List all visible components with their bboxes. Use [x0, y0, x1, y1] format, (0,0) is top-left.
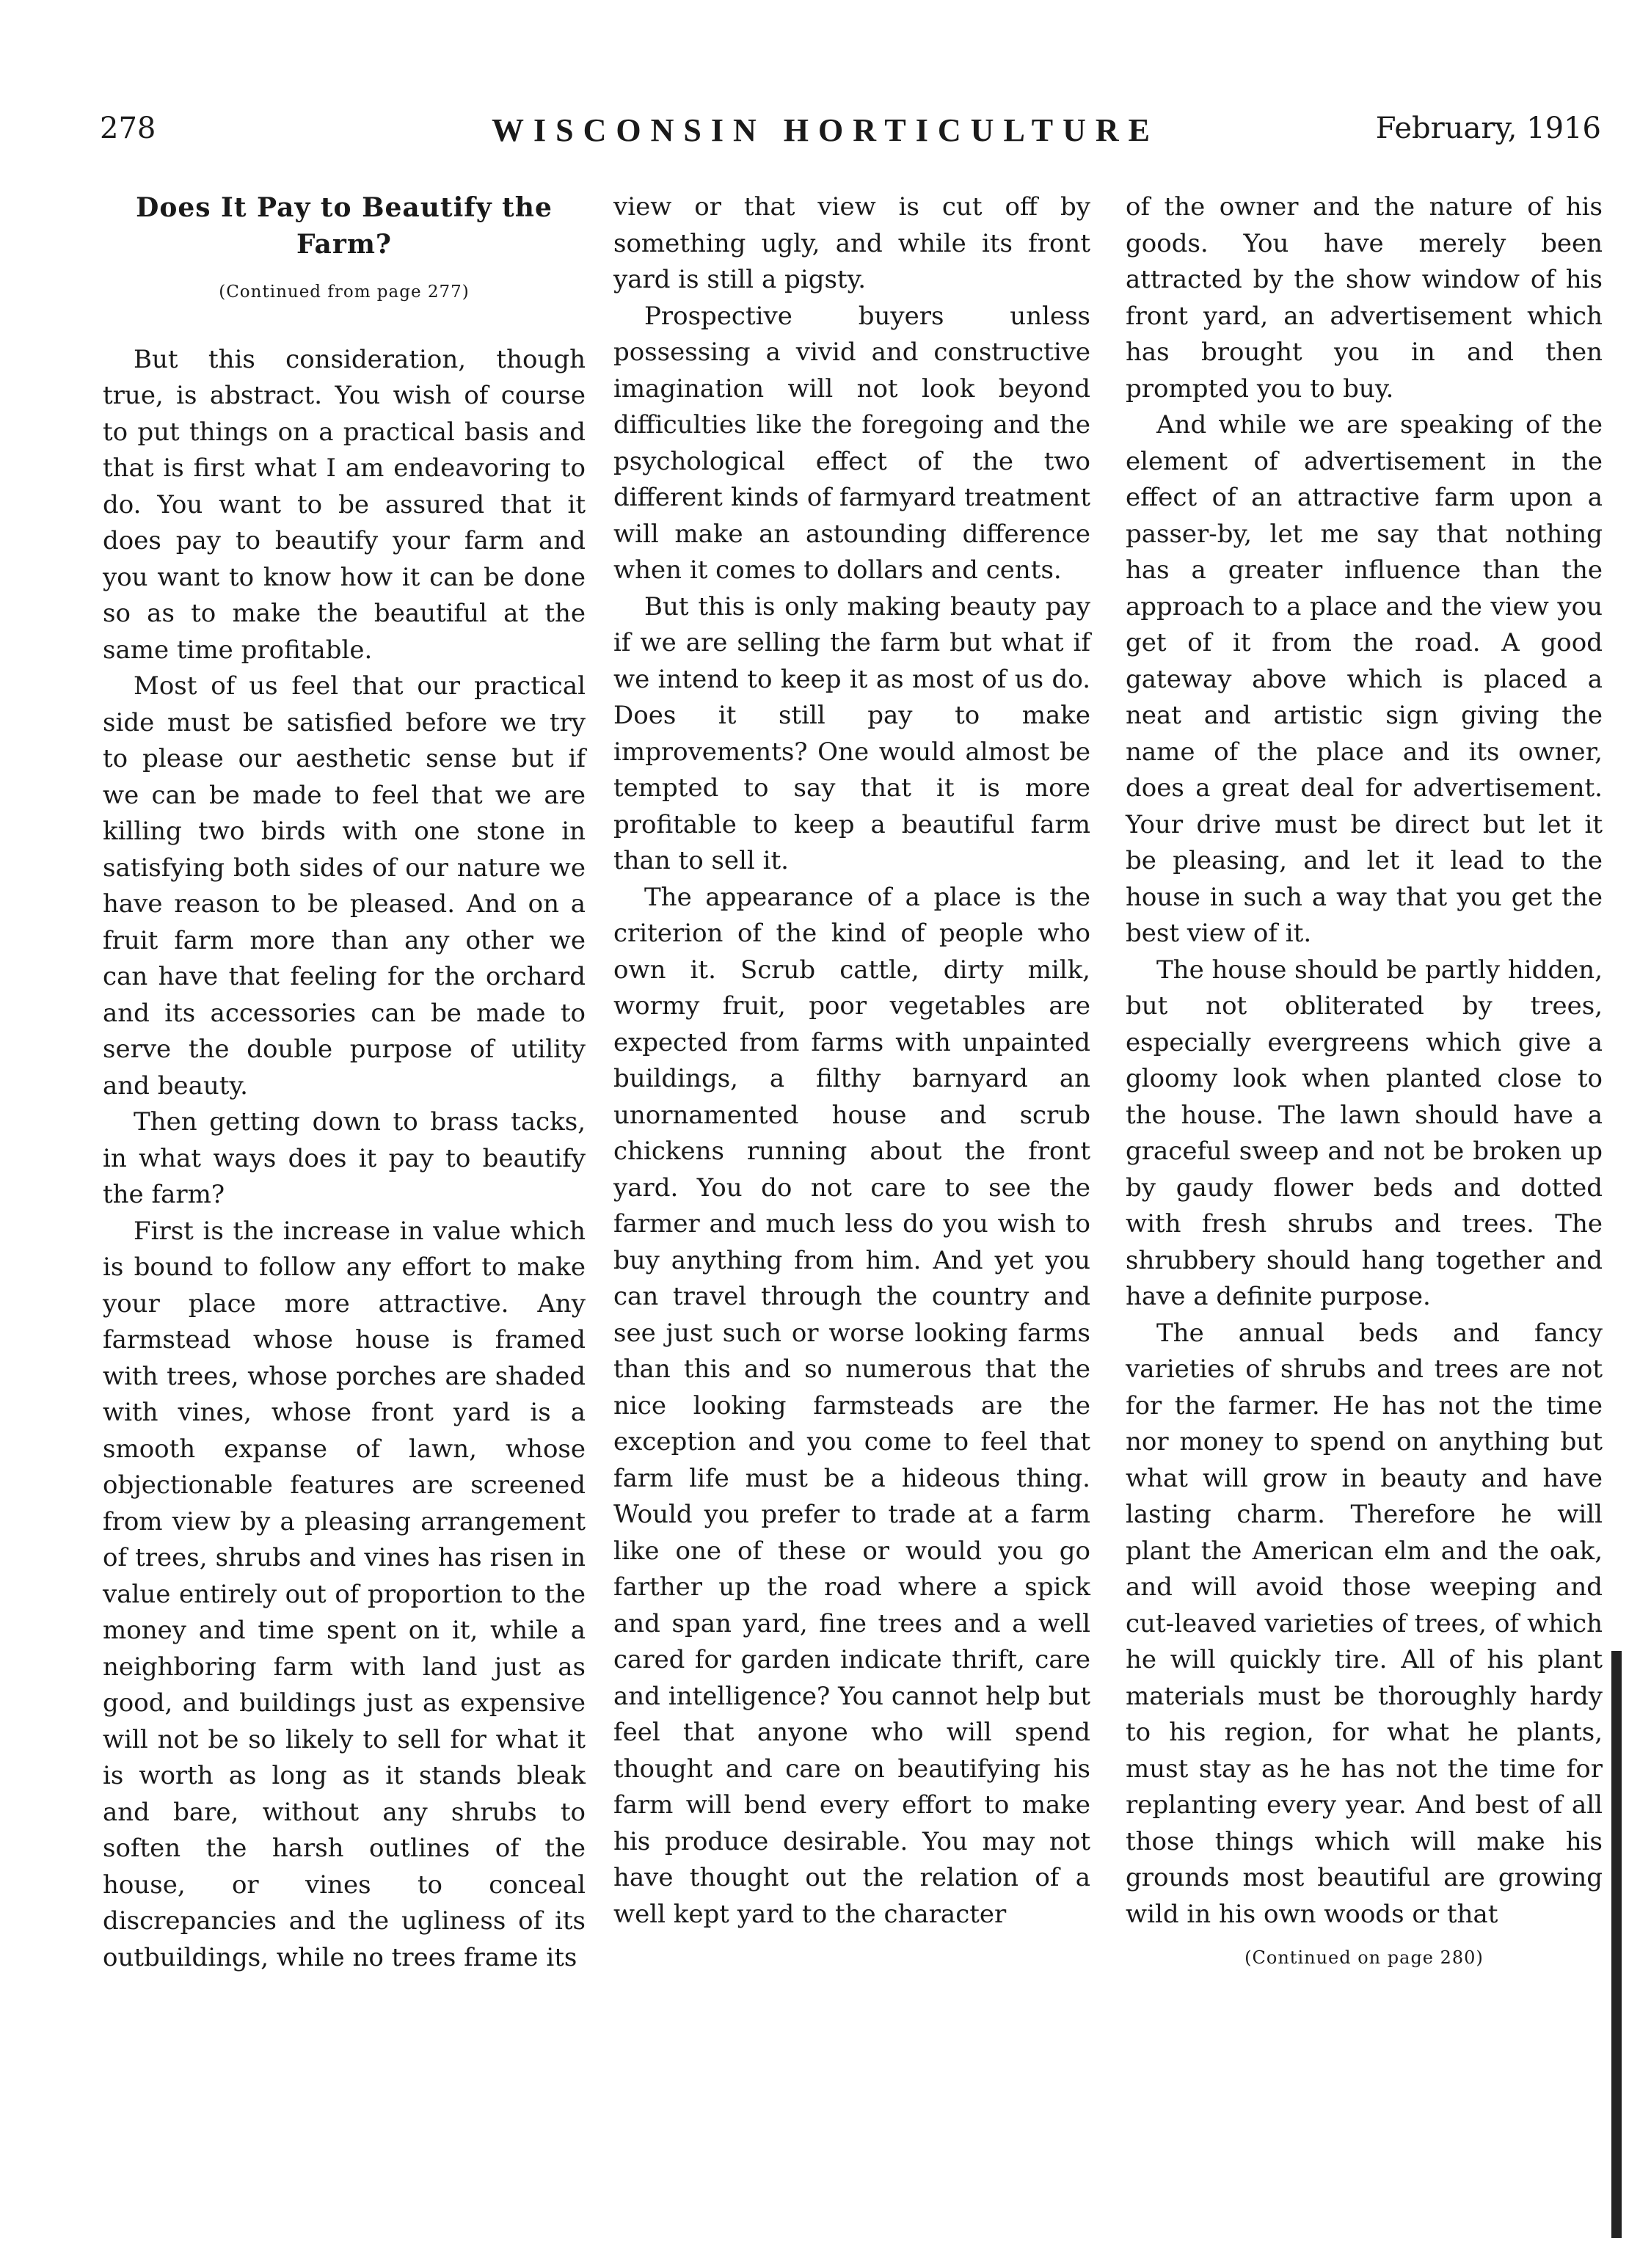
issue-date: February, 1916	[1375, 112, 1601, 145]
paragraph: Then getting down to brass tacks, in what ways does it pay to beautify the farm?	[103, 1107, 586, 1209]
paragraph: of the owner and the nature of his goods. You have merely been attracted by the show window of his front yard, an advertisement which has brought you in and then prompted you to buy.	[1126, 192, 1603, 404]
page-edge-bar	[1611, 1651, 1622, 2238]
page-header	[0, 112, 1651, 156]
text-column-3	[1126, 189, 1603, 1977]
continued-from-note: (Continued from page 277)	[219, 282, 470, 302]
text-column-1	[103, 189, 586, 1976]
paragraph: And while we are speaking of the element of advertisement in the effect of an attractive farm upon a passer-by, let me say that nothing has a greater influence than the approach to a place and the view you get of it from the road. A good gateway above which is placed a neat and artistic sign giving the name of the place and its owner, does a great deal for advertisement. Your drive must be direct but let it be pleasing, and let it lead to the house in such a way that you get the best view of it.	[1126, 410, 1603, 948]
article-title: Does It Pay to Beautify the Farm?	[136, 192, 553, 260]
paragraph: Most of us feel that our practical side must be satisfied before we try to please our aesthetic sense but if we can be made to feel that we are killing two birds with one stone in satisfying both sides of our nature we have reason to be pleased. And on a fruit farm more than any other we can have that feeling for the orchard and its accessories can be made to serve the double purpose of utility and beauty.	[103, 671, 586, 1101]
paragraph: Prospective buyers unless possessing a vivid and constructive imagination will not look beyond difficulties like the foregoing and the psychological effect of the two different kinds of farmyard treatment will make an astounding difference when it comes to dollars and cents.	[613, 301, 1090, 585]
journal-title: WISCONSIN HORTICULTURE	[492, 112, 1159, 148]
paragraph: The house should be partly hidden, but not obliterated by trees, especially evergreens which give a gloomy look when planted close to the house. The lawn should have a graceful sweep and not be broken up by gaudy flower beds and dotted with fresh shrubs and trees. The shrubbery should hang together and have a definite purpose.	[1126, 955, 1603, 1311]
paragraph: First is the increase in value which is bound to follow any effort to make your place more attractive. Any farmstead whose house is framed with trees, whose porches are shaded with vines, whose front yard is a smooth expanse of lawn, whose objectionable features are screened from view by a pleasing arrangement of trees, shrubs and vines has risen in value entirely out of proportion to the money and time spent on it, while a neighboring farm with land just as good, and buildings just as expensive will not be so likely to sell for what it is worth as long as it stands bleak and bare, without any shrubs to soften the harsh outlines of the house, or vines to conceal discrepancies and the ugliness of its outbuildings, while no trees frame its	[103, 1216, 586, 1972]
paragraph: But this is only making beauty pay if we are selling the farm but what if we intend to keep it as most of us do. Does it still pay to make improvements? One would almost be tempted to say that it is more profitable to keep a beautiful farm than to sell it.	[613, 591, 1090, 875]
text-column-2	[613, 189, 1090, 1933]
page-number: 278	[100, 112, 156, 145]
paragraph: The appearance of a place is the criterion of the kind of people who own it. Scrub cattle, dirty milk, wormy fruit, poor vegetables are expected from farms with unpainted buildings, a filthy barnyard an unornamented house and scrub chickens running about the front yard. You do not care to see the farmer and much less do you wish to buy anything from him. And yet you can travel through the country and see just such or worse looking farms than this and so numerous that the nice looking farmsteads are the exception and you come to feel that farm life must be a hideous thing. Would you prefer to trade at a farm like one of these or would you go farther up the road where a spick and span yard, fine trees and a well cared for garden indicate thrift, care and intelligence? You cannot help but feel that anyone who will spend thought and care on beautifying his farm will bend every effort to make his produce desirable. You may not have thought out the relation of a well kept yard to the character	[613, 882, 1090, 1929]
paragraph: The annual beds and fancy varieties of shrubs and trees are not for the farmer. He has not the time nor money to spend on anything but what will grow in beauty and have lasting charm. Therefore he will plant the American elm and the oak, and will avoid those weeping and cut-leaved varieties of trees, of which he will quickly tire. All of his plant materials must be thoroughly hardy to his region, for what he plants, must stay as he has not the time for replanting every year. And best of all those things which will make his grounds most beautiful are growing wild in his own woods or that	[1126, 1318, 1603, 1929]
paragraph: view or that view is cut off by something ugly, and while its front yard is still a pigsty.	[613, 192, 1090, 294]
continued-on-note: (Continued on page 280)	[1244, 1947, 1484, 1968]
paragraph: But this consideration, though true, is abstract. You wish of course to put things on a practical basis and that is first what I am endeavoring to do. You want to be assured that it does pay to beautify your farm and you want to know how it can be done so as to make the beautiful at the same time profitable.	[103, 344, 586, 665]
